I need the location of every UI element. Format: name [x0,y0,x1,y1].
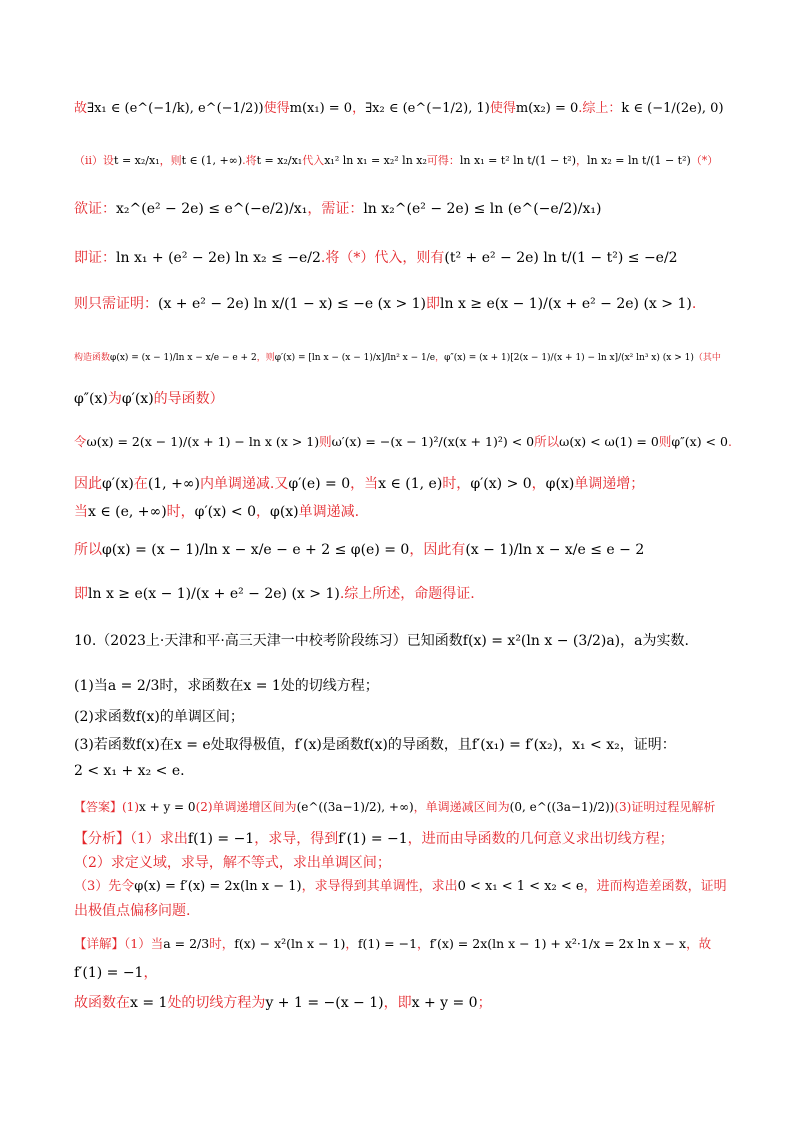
math-expression: 的单调区间； [159,709,244,725]
math-expression: m(x₁) = 0 [289,101,353,116]
math-expression: (1, +∞) [147,476,200,492]
math-expression: φ(x) = f′(x) = 2x(ln x − 1) [134,879,302,894]
explanation-text: 所以 [74,542,102,558]
explanation-text: 则只需证明： [74,296,158,312]
math-expression: x = 1 [243,678,281,694]
explanation-text: （2）求定义域，求导，解不等式，求出单调区间； [74,855,391,871]
explanation-text: ， [576,154,588,167]
math-expression: . [180,763,185,779]
math-expression: 是函数 [321,737,364,753]
explanation-text: 欲证： [74,201,116,217]
math-expression: φ(x) = (x − 1)/ln x − x/e − e + 2 [110,353,257,363]
text-line-l12 [74,583,734,605]
math-expression: 在 [159,737,174,753]
text-line-l20 [74,852,734,874]
explanation-text: 使得 [489,101,516,116]
explanation-text: ，需证： [307,201,364,217]
explanation-text: ，因此有 [409,542,466,558]
math-expression: ln x₁ = t² ln t/(1 − t²) [459,154,577,167]
math-expression: 10.（2023上·天津和平·高三天津一中校考阶段练习）已知函数 [74,633,463,649]
explanation-text: 在 [133,476,148,492]
explanation-text: ， [345,936,358,951]
explanation-text: .将（*）代入，则有 [320,250,445,266]
explanation-text: 内单调递减.又 [199,476,289,492]
explanation-text: ，则 [256,353,275,363]
math-expression: f(x) [363,737,388,753]
explanation-text: 时， [209,936,235,951]
math-expression: φ′(e) = 0 [288,476,351,492]
math-expression: φ(x) [545,476,575,492]
text-line-l23 [74,933,734,955]
math-expression: (t² + e² − 2e) ln t/(1 − t²) ≤ −e/2 [444,250,678,266]
math-expression: φ′(x) = [ln x − (x − 1)/x]/ln² x − 1/e [274,353,436,363]
math-expression: φ″(x) = (x + 1)[2(x − 1)/(x + 1) − ln x]/(x² ln³ x) (x > 1) [444,353,694,363]
explanation-text: 单调递增； [574,476,645,492]
explanation-text: .综上所述，命题得证. [339,586,475,602]
explanation-text: ，故 [686,936,712,951]
explanation-text: ， [256,504,271,520]
math-expression: t = x₂/x₁ [114,154,160,167]
explanation-text: ， [435,353,445,363]
math-expression: φ′(x) [121,391,154,407]
math-expression: φ′(x) [102,476,134,492]
math-expression: a = 2/3 [163,936,210,951]
math-expression: f(1) = −1 [187,831,255,847]
explanation-text: 【答案】(1) [74,800,139,814]
math-expression: (e^((3a−1)/2), +∞) [296,800,414,814]
explanation-text: ，进而由导函数的几何意义求出切线方程； [407,831,674,847]
math-expression: 为实数. [642,633,689,649]
text-line-l04 [74,247,734,269]
math-expression: f′(1) = −1 [338,831,408,847]
text-line-l10 [74,501,734,523]
explanation-text: 因此 [74,476,102,492]
math-expression: x₂^(e² − 2e) ≤ e^(−e/2)/x₁ [116,201,308,217]
explanation-text: ，当 [350,476,379,492]
explanation-text: .综上： [578,101,622,116]
math-expression: x = e [173,737,211,753]
text-line-l18 [74,796,734,818]
math-expression: (x + e² − 2e) ln x/(1 − x) ≤ −e (x > 1) [158,296,426,312]
explanation-text: 代入 [302,154,325,167]
math-expression: 处的切线方程； [280,678,379,694]
explanation-text: 所以 [534,434,560,449]
explanation-text: 出极值点偏移问题. [74,903,191,919]
explanation-text: 时， [442,476,471,492]
explanation-text: (3)证明过程见解析 [614,800,716,814]
explanation-text: (2)单调递增区间为 [195,800,297,814]
explanation-text: ， [417,936,430,951]
math-expression: (1)当 [74,678,108,694]
explanation-text: 时， [166,504,195,520]
math-expression: φ′(x) > 0 [470,476,532,492]
text-line-l11 [74,539,734,561]
text-line-l05 [74,293,734,315]
explanation-text: ； [477,995,492,1011]
explanation-text: . [727,434,732,449]
math-expression: x + y = 0 [139,800,196,814]
math-expression: (x − 1)/ln x − x/e ≤ e − 2 [465,542,645,558]
math-expression: k ∈ (−1/(2e), 0) [621,101,724,116]
text-line-l09 [74,473,734,495]
math-expression: ω(x) = 2(x − 1)/(x + 1) − ln x (x > 1) [86,434,320,449]
math-expression: (3)若函数 [74,737,136,753]
text-line-l06 [74,347,734,369]
text-line-l25 [74,992,734,1014]
math-expression: 2 < x₁ + x₂ < e [74,763,181,779]
math-expression: f′(x) = 2x(ln x − 1) + x²·1/x = 2x ln x − x [429,936,687,951]
explanation-text: 则 [658,434,672,449]
text-line-l21 [74,876,734,898]
explanation-text: （3）先令 [74,879,135,894]
explanation-text: ，则 [159,154,182,167]
explanation-text: 当 [74,504,88,520]
explanation-text: 即证： [74,250,116,266]
explanation-text: 【详解】（1）当 [74,936,164,951]
text-line-l07 [74,388,734,410]
math-expression: f′(x₁) = f′(x₂) [471,737,559,753]
explanation-text: 处的切线方程为 [167,995,266,1011]
text-line-l19 [74,828,734,850]
math-expression: ω′(x) = −(x − 1)²/(x(x + 1)²) < 0 [331,434,535,449]
explanation-text: .将 [242,154,257,167]
text-line-l22 [74,900,734,922]
text-line-l16 [74,734,734,756]
math-expression: t = x₂/x₁ [256,154,303,167]
math-expression: 处取得极值， [210,737,295,753]
explanation-text: ， [352,101,366,116]
math-expression: x ∈ (1, e) [378,476,443,492]
math-expression: f(x) [135,737,160,753]
explanation-text: （*） [690,154,719,167]
math-expression: ∃x₂ ∈ (e^(−1/2), 1) [365,101,490,116]
explanation-text: 故函数在 [74,995,130,1011]
math-expression: ∃x₁ ∈ (e^(−1/k), e^(−1/2)) [87,101,264,116]
math-expression: 时，求函数在 [159,678,244,694]
explanation-text: （ii）设 [74,154,115,167]
math-expression: x + y = 0 [411,995,478,1011]
explanation-text: 【分析】（1）求出 [74,831,188,847]
math-expression: a [634,633,643,649]
explanation-text: 故 [74,101,88,116]
text-line-l02 [74,150,734,172]
text-line-l17 [74,760,734,782]
explanation-text: 即 [74,586,88,602]
text-line-l08 [74,431,734,453]
explanation-text: 使得 [263,101,290,116]
math-expression: f(x) − x²(ln x − 1) [234,936,346,951]
math-expression: t ∈ (1, +∞) [181,154,243,167]
math-expression: x = 1 [130,995,168,1011]
math-expression: ln x ≥ e(x − 1)/(x + e² − 2e) (x > 1) [440,296,692,312]
math-expression: y + 1 = −(x − 1) [265,995,384,1011]
math-expression: ，证明： [619,737,676,753]
text-line-l13 [74,630,734,652]
math-expression: φ(x) [270,504,299,520]
math-expression: ln x₁ + (e² − 2e) ln x₂ ≤ −e/2 [116,250,321,266]
math-expression: f(x) = x²(ln x − (3/2)a) [462,633,621,649]
explanation-text: ，求导得到其单调性，求出 [301,879,458,894]
explanation-text: ， [531,476,546,492]
text-line-l24 [74,962,734,984]
explanation-text: ， [143,965,158,981]
explanation-text: ，单调递减区间为 [413,800,510,814]
math-expression: (2)求函数 [74,709,136,725]
math-expression: m(x₂) = 0 [515,101,579,116]
math-expression: f(x) [135,709,160,725]
math-expression: (0, e^((3a−1)/2)) [509,800,615,814]
text-line-l15 [74,706,734,728]
explanation-text: 即 [426,296,440,312]
explanation-text: ，求导，得到 [254,831,339,847]
math-expression: 0 < x₁ < 1 < x₂ < e [457,879,584,894]
math-expression: a = 2/3 [107,678,160,694]
explanation-text: 则 [319,434,332,449]
math-expression: ω(x) < ω(1) = 0 [559,434,659,449]
math-expression: ln x₂ = ln t/(1 − t²) [587,154,691,167]
text-line-l01 [74,98,734,120]
explanation-text: （其中 [693,353,721,363]
explanation-text: 为 [107,391,122,407]
math-expression: x₁ < x₂ [572,737,620,753]
explanation-text: 可得： [426,154,460,167]
explanation-text: ，进而构造差函数，证明 [583,879,727,894]
math-expression: f(1) = −1 [357,936,418,951]
math-expression: ， [620,633,635,649]
text-line-l03 [74,198,734,220]
math-expression: x₁² ln x₁ = x₂² ln x₂ [324,154,427,167]
math-expression: 的导函数，且 [387,737,472,753]
math-expression: ln x ≥ e(x − 1)/(x + e² − 2e) (x > 1) [88,586,340,602]
math-expression: φ″(x) < 0 [671,434,728,449]
explanation-text: ，即 [383,995,412,1011]
math-expression: ln x₂^(e² − 2e) ≤ ln (e^(−e/2)/x₁) [363,201,602,217]
explanation-text: 单调递减. [298,504,360,520]
math-expression: φ″(x) [74,391,108,407]
math-expression: x ∈ (e, +∞) [88,504,167,520]
explanation-text: 令 [74,434,87,449]
explanation-text: 构造函数 [74,353,111,363]
text-line-l14 [74,675,734,697]
math-expression: φ′(x) < 0 [194,504,257,520]
math-expression: f′(x) [294,737,322,753]
math-expression: ， [558,737,573,753]
explanation-text: . [691,296,697,312]
explanation-text: 的导函数） [153,391,224,407]
math-expression: f′(1) = −1 [74,965,144,981]
math-expression: φ(x) = (x − 1)/ln x − x/e − e + 2 ≤ φ(e) = 0 [102,542,410,558]
